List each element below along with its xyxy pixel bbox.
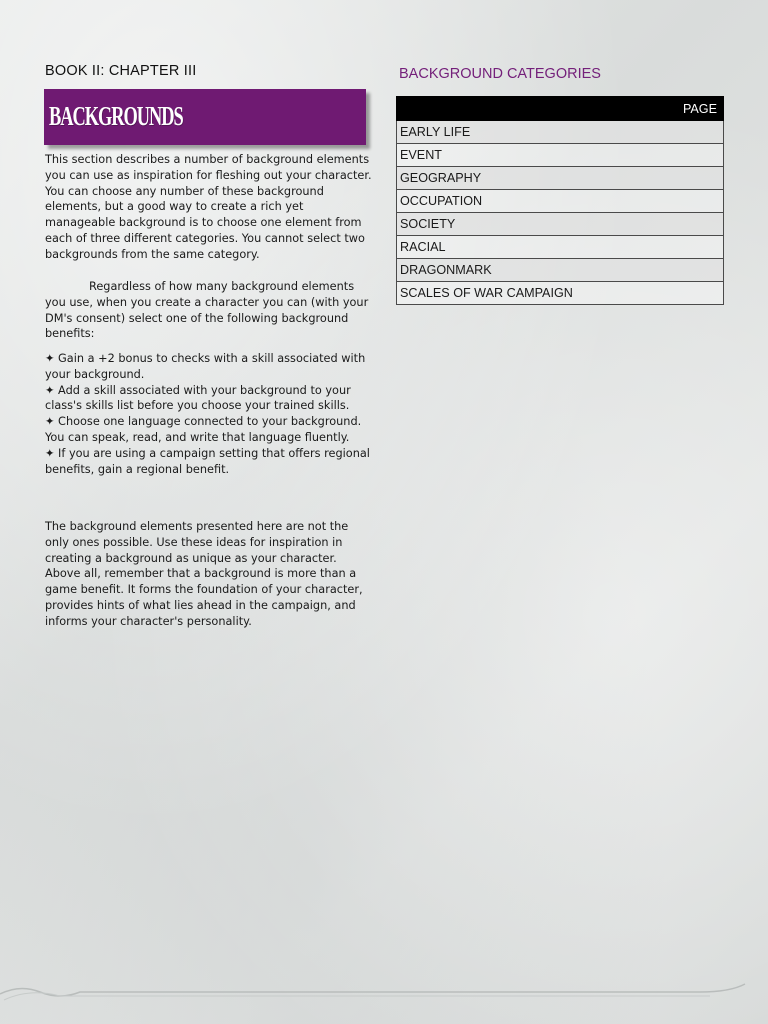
table-row [397, 236, 724, 259]
benefit-item: ✦ If you are using a campaign setting that offers regional benefits, gain a regional benefit. [45, 446, 370, 476]
closing-paragraph: The background elements presented here are not the only ones possible. Use these ideas for inspiration in creating a background as unique as your character. Above all, remember that a background is more than a game benefit. It forms the foundation of your character, provides hints of what lies ahead in the campaign, and informs your character's personality. [45, 520, 363, 628]
category-cell: GEOGRAPHY [397, 167, 724, 190]
table-row [397, 213, 724, 236]
category-cell: OCCUPATION [397, 190, 724, 213]
category-cell: DRAGONMARK [397, 259, 724, 282]
page-border-ornament [0, 980, 768, 1004]
benefit-item: ✦ Choose one language connected to your background. You can speak, read, and write that language fluently. [45, 415, 362, 444]
category-cell: RACIAL [397, 236, 724, 259]
table-header-row [397, 97, 724, 121]
intro-paragraph: This section describes a number of background elements you can use as inspiration for fleshing out your character. You can choose any number of these background elements, but a good way to create a rich yet manageable background is to choose one element from each of three different categories. You cannot select two backgrounds from the same category. [45, 153, 372, 261]
table-row [397, 259, 724, 282]
benefits-list [45, 351, 373, 477]
table-row [397, 167, 724, 190]
background-categories-table [396, 96, 724, 305]
section-title-banner [44, 89, 366, 145]
benefit-item: ✦ Add a skill associated with your background to your class's skills list before you choose your trained skills. [45, 383, 351, 413]
table-row [397, 282, 724, 305]
benefit-item: ✦ Gain a +2 bonus to checks with a skill associated with your background. [45, 352, 366, 381]
category-cell: SCALES OF WAR CAMPAIGN [397, 282, 724, 305]
chapter-label: BOOK II: CHAPTER III [45, 63, 197, 79]
table-row [397, 121, 724, 144]
section-title: BACKGROUNDS [49, 101, 183, 131]
category-cell: SOCIETY [397, 213, 724, 236]
table-row [397, 144, 724, 167]
page-column-header: PAGE [397, 97, 724, 121]
table-heading: BACKGROUND CATEGORIES [399, 66, 601, 82]
benefits-paragraph: Regardless of how many background elements you use, when you create a character you can (with your DM's consent) select one of the following background benefits: [45, 280, 369, 341]
table-row [397, 190, 724, 213]
category-cell: EVENT [397, 144, 724, 167]
category-cell: EARLY LIFE [397, 121, 724, 144]
